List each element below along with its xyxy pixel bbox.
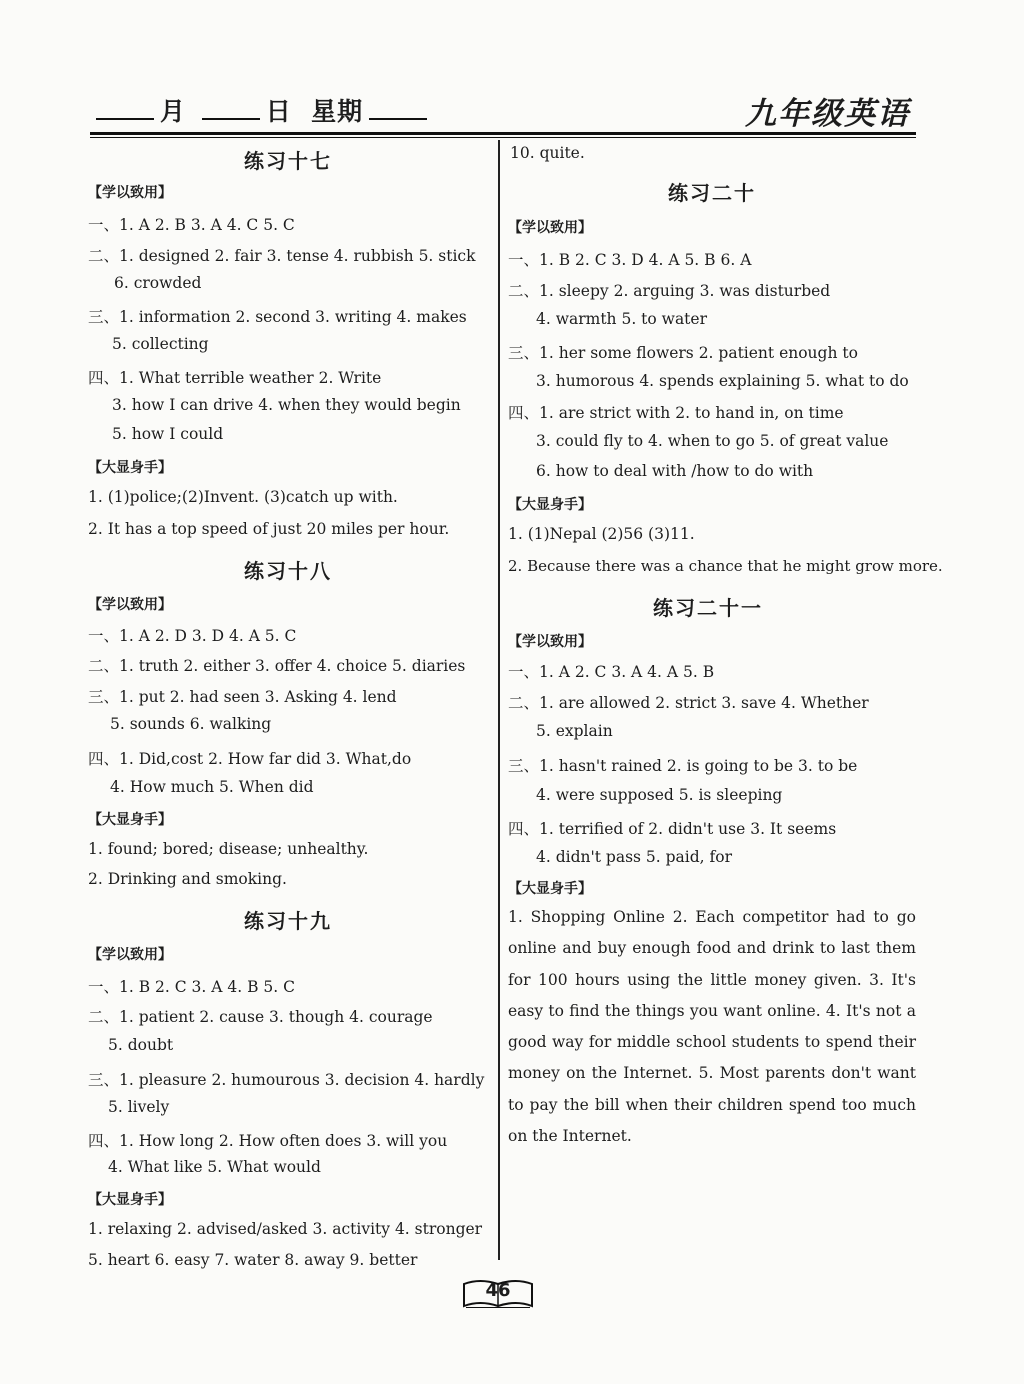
weekday-label: 星期 xyxy=(311,97,364,126)
answer-line: 5. how I could xyxy=(112,425,224,443)
answer-line: 10. quite. xyxy=(510,144,585,162)
answer-line: 1. relaxing 2. advised/asked 3. activity 4. stronger xyxy=(88,1220,483,1238)
day-blank xyxy=(202,118,260,120)
answer-line: 3. could fly to 4. when to go 5. of great value xyxy=(536,432,889,450)
header-rule xyxy=(90,132,916,135)
answer-line: 三、1. her some flowers 2. patient enough to xyxy=(508,344,858,362)
page-header xyxy=(90,88,920,134)
answer-line: 二、1. truth 2. either 3. offer 4. choice 5. diaries xyxy=(88,657,466,675)
exercise-title: 练习十七 xyxy=(244,149,332,173)
exercise-title: 练习二十一 xyxy=(653,596,763,620)
answer-line: 3. how I can drive 4. when they would begin xyxy=(112,396,461,414)
answer-line: 5. explain xyxy=(536,722,613,740)
section-label: 【大显身手】 xyxy=(508,881,592,897)
answer-line: 5. collecting xyxy=(112,335,209,353)
answer-line: 四、1. Did,cost 2. How far did 3. What,do xyxy=(88,750,412,768)
answer-line: 二、1. patient 2. cause 3. though 4. courage xyxy=(88,1008,433,1026)
answer-line: 4. How much 5. When did xyxy=(110,778,314,796)
answer-line: 4. didn't pass 5. paid, for xyxy=(536,848,733,866)
month-blank xyxy=(96,118,154,120)
answer-line: 5. heart 6. easy 7. water 8. away 9. better xyxy=(88,1251,418,1269)
page-number: 46 xyxy=(485,1280,511,1301)
exercise-title: 练习十九 xyxy=(244,909,332,933)
answer-line: 一、1. A 2. C 3. A 4. A 5. B xyxy=(508,663,715,681)
answer-line: 三、1. hasn't rained 2. is going to be 3. to be xyxy=(508,757,858,775)
answer-line: 二、1. designed 2. fair 3. tense 4. rubbish 5. stick xyxy=(88,247,476,265)
answer-line: 四、1. are strict with 2. to hand in, on time xyxy=(508,404,844,422)
exercise-title: 练习十八 xyxy=(244,559,332,583)
answer-line: 5. doubt xyxy=(108,1036,174,1054)
answer-line: 2. Because there was a chance that he might grow more. xyxy=(508,557,943,575)
answer-line: 4. were supposed 5. is sleeping xyxy=(536,786,783,804)
date-line xyxy=(90,92,433,128)
answer-line: 4. warmth 5. to water xyxy=(536,310,707,328)
section-label: 【大显身手】 xyxy=(88,1192,172,1208)
answer-line: 1. (1)Nepal (2)56 (3)11. xyxy=(508,525,695,543)
answer-line: 3. humorous 4. spends explaining 5. what to do xyxy=(536,372,909,390)
day-label: 日 xyxy=(265,97,292,126)
answer-line: 四、1. What terrible weather 2. Write xyxy=(88,369,382,387)
brand-title: 九年级英语 xyxy=(745,96,910,132)
answer-line: 2. It has a top speed of just 20 miles per hour. xyxy=(88,520,450,538)
section-label: 【大显身手】 xyxy=(88,460,172,476)
answer-line: 5. lively xyxy=(108,1098,170,1116)
month-label: 月 xyxy=(160,97,187,126)
weekday-blank xyxy=(369,118,427,120)
exercise-title: 练习二十 xyxy=(668,181,756,205)
answer-line: 二、1. sleepy 2. arguing 3. was disturbed xyxy=(508,282,831,300)
answer-line: 三、1. information 2. second 3. writing 4. makes xyxy=(88,308,467,326)
answer-line: 一、1. B 2. C 3. A 4. B 5. C xyxy=(88,978,295,996)
section-label: 【学以致用】 xyxy=(88,947,172,963)
answer-line: 四、1. terrified of 2. didn't use 3. It seems xyxy=(508,820,837,838)
answer-line: 一、1. A 2. D 3. D 4. A 5. C xyxy=(88,627,297,645)
answer-line: 二、1. are allowed 2. strict 3. save 4. Whether xyxy=(508,694,869,712)
section-label: 【学以致用】 xyxy=(88,185,172,201)
answer-line: 2. Drinking and smoking. xyxy=(88,870,287,888)
answer-line: 三、1. put 2. had seen 3. Asking 4. lend xyxy=(88,688,397,706)
answer-line: 四、1. How long 2. How often does 3. will you xyxy=(88,1132,448,1150)
answer-line: 三、1. pleasure 2. humourous 3. decision 4. hardly xyxy=(88,1071,485,1089)
section-label: 【大显身手】 xyxy=(88,812,172,828)
answer-line: 一、1. A 2. B 3. A 4. C 5. C xyxy=(88,216,295,234)
answer-line: 4. What like 5. What would xyxy=(108,1158,321,1176)
answer-line: 1. (1)police;(2)Invent. (3)catch up with. xyxy=(88,488,398,506)
page-number-badge xyxy=(462,1278,536,1310)
answer-line: 5. sounds 6. walking xyxy=(110,715,272,733)
section-label: 【大显身手】 xyxy=(508,497,592,513)
section-label: 【学以致用】 xyxy=(88,597,172,613)
answer-paragraph: 1. Shopping Online 2. Each competitor had to go online and buy enough food and drink to last them for 100 hours using the little money given. 3. It's easy to find the things you want online. 4. It's not a good way for middle school students to spend their money on the Internet. 5. Most parents don't want to pay the bill when their children spend too much on the Internet. xyxy=(508,908,916,1146)
column-divider xyxy=(498,140,500,1260)
answer-line: 一、1. B 2. C 3. D 4. A 5. B 6. A xyxy=(508,251,752,269)
answer-line: 1. found; bored; disease; unhealthy. xyxy=(88,840,369,858)
section-label: 【学以致用】 xyxy=(508,220,592,236)
answer-line: 6. how to deal with /how to do with xyxy=(536,462,814,480)
header-rule-thin xyxy=(90,137,916,138)
answer-line: 6. crowded xyxy=(114,274,202,292)
section-label: 【学以致用】 xyxy=(508,634,592,650)
